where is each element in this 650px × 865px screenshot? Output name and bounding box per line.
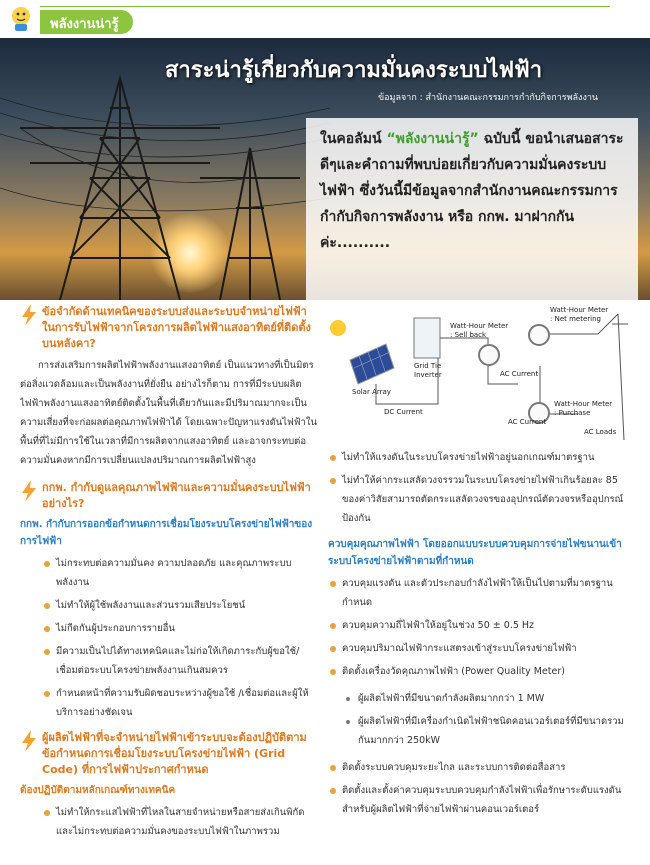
right-list-3	[328, 758, 636, 819]
label-inverter: Grid Tie Inverter	[414, 362, 442, 379]
list-item: ติดตั้งเครื่องวัดคุณภาพไฟฟ้า (Power Quality Meter)	[328, 662, 636, 681]
lightning-bolt-icon	[20, 304, 38, 326]
list-item: ไม่ทำให้แรงดันในระบบโครงข่ายไฟฟ้าอยู่นอกเกณฑ์มาตรฐาน	[328, 448, 636, 467]
answer-3-subheading: ต้องปฏิบัติตามหลักเกณฑ์ทางเทคนิค	[20, 785, 176, 796]
answer-1-paragraph: การส่งเสริมการผลิตไฟฟ้าพลังงานแสงอาทิตย์ เป็นแนวทางที่เป็นมิตรต่อสิ่งแวดล้อมและเป็นพลังงานที่ยั่งยืน อย่างไรก็ตาม การที่มีระบบผลิตไฟฟ้าพลังงานแสงอาทิตย์ติดตั้งในพื้นที่เดียวกันและมีปริมาณมากจะเป็นความเสี่ยงที่จะก่อผลต่อคุณภาพไฟฟ้าได้ โดยเฉพาะปัญหาแรงดันไฟฟ้าในพื้นที่ที่ไม่มีการใช้ในเวลาที่มีการผลิตจากแสงอาทิตย์ และอาจกระทบต่อความมั่นคงหากมีการเปลี่ยนแปลงปริมาณการผลิตไฟฟ้าสูง	[20, 360, 317, 466]
sub-list-item: ผู้ผลิตไฟฟ้าที่มีเครื่องกำเนิดไฟฟ้าชนิดคอนเวอร์เตอร์ที่มีขนาดรวมกันมากกว่า 250kW	[328, 712, 636, 750]
answer-3-list	[20, 803, 318, 841]
list-item: ไม่ทำให้ผู้ใช้พลังงานและส่วนรวมเสียประโยชน์	[42, 596, 318, 615]
list-item: ควบคุมความถี่ไฟฟ้าให้อยู่ในช่วง 50 ± 0.5 Hz	[328, 616, 636, 635]
lightning-bolt-icon	[20, 730, 38, 752]
list-item: ควบคุมปริมาณไฟฟ้ากระแสตรงเข้าสู่ระบบโครงข่ายไฟฟ้า	[328, 639, 636, 658]
label-meter-netmetering: Watt-Hour Meter : Net metering	[550, 306, 609, 323]
label-ac-current-2: AC Current	[508, 418, 547, 426]
label-solar-array: Solar Array	[352, 388, 391, 396]
right-sublist	[328, 689, 636, 750]
left-column	[20, 304, 318, 859]
lightning-bolt-icon	[20, 480, 38, 502]
header-rule	[40, 6, 610, 7]
solar-panel-icon	[350, 344, 394, 384]
section-tag: พลังงานน่ารู้	[40, 10, 133, 34]
list-item: ติดตั้งระบบควบคุมระยะไกล และระบบการติดต่อสื่อสาร	[328, 758, 636, 777]
list-item: ติดตั้งและตั้งค่าควบคุมระบบควบคุมกำลังไฟฟ้าเพื่อรักษาระดับแรงดัน สำหรับผู้ผลิตไฟฟ้าที่จ่ายไฟฟ้าผ่านคอนเวอร์เตอร์	[328, 781, 636, 819]
inverter-icon	[414, 318, 440, 358]
question-3	[20, 730, 318, 778]
label-meter-sellback: Watt-Hour Meter : Sell back	[450, 322, 509, 339]
question-1-heading: ข้อจำกัดด้านเทคนิคของระบบส่งและระบบจำหน่ายไฟฟ้าในการรับไฟฟ้าจากโครงการผลิตไฟฟ้าแสงอาทิตย์ที่ติดตั้งบนหลังคา?	[42, 305, 311, 350]
source-credit: ข้อมูลจาก : สำนักงานคณะกรรมการกำกับกิจการพลังงาน	[378, 93, 599, 103]
list-item: กำหนดหน้าที่ความรับผิดชอบระหว่างผู้ขอใช้ /เชื่อมต่อและผู้ให้บริการอย่างชัดเจน	[42, 684, 318, 722]
list-item: ควบคุมแรงดัน และตัวประกอบกำลังไฟฟ้าให้เป็นไปตามที่มาตรฐานกำหนด	[328, 574, 636, 612]
meter-netmetering-icon	[528, 324, 550, 346]
list-item: ไม่กีดกันผู้ประกอบการรายอื่น	[42, 619, 318, 638]
question-2	[20, 480, 318, 512]
question-3-heading: ผู้ผลิตไฟฟ้าที่จะจำหน่ายไฟฟ้าเข้าระบบจะต้องปฏิบัติตามข้อกำหนดการเชื่อมโยงระบบโครงข่ายไฟฟ้า (Grid Code) ที่การไฟฟ้าประกาศกำหนด	[42, 731, 307, 776]
answer-2-subheading: กกพ. กำกับการออกข้อกำหนดการเชื่อมโยงระบบโครงข่ายไฟฟ้าของการไฟฟ้า	[20, 519, 313, 547]
sub-list-item: ผู้ผลิตไฟฟ้าที่มีขนาดกำลังผลิตมากกว่า 1 MW	[328, 689, 636, 708]
right-column	[328, 304, 636, 859]
list-item: มีความเป็นไปได้ทางเทคนิคและไม่ก่อให้เกิดภาระกับผู้ขอใช้/เชื่อมต่อระบบโครงข่ายพลังงานเกินสมควร	[42, 642, 318, 680]
label-meter-purchase: Watt-Hour Meter : Purchase	[554, 400, 613, 417]
list-item: ไม่ทำให้ค่ากระแสลัดวงจรรวมในระบบโครงข่ายไฟฟ้าเกินร้อยละ 85 ของค่าวิสัยสามารถตัดกระแสลัดวงจรของอุปกรณ์ตัดวงจรหรืออุปกรณ์ป้องกัน	[328, 471, 636, 528]
right-list-2	[328, 574, 636, 681]
intro-box	[306, 118, 638, 300]
label-dc-current: DC Current	[384, 408, 423, 416]
intro-text-start: ในคอลัมน์	[320, 131, 387, 147]
mascot-icon	[6, 4, 36, 32]
right-list-1	[328, 448, 636, 528]
intro-text-end: ฉบับนี้ ขอนำเสนอสาระดีๆและคำถามที่พบบ่อยเกี่ยวกับความมั่นคงระบบไฟฟ้า ซึ่งวันนี้มีข้อมูลจากสำนักงานคณะกรรมการกำกับกิจการพลังงาน หรือ กกพ. มาฝากกันค่ะ..........	[320, 131, 624, 251]
list-item: ไม่ทำให้กระแสไฟฟ้าที่ไหลในสายจำหน่ายหรือสายส่งเกินพิกัดและไม่กระทบต่อความมั่นคงของระบบไฟฟ้าในภาพรวม	[42, 803, 318, 841]
hero-banner	[0, 38, 650, 300]
intro-highlight: “พลังงานน่ารู้”	[386, 131, 479, 147]
meter-sellback-icon	[478, 344, 500, 366]
solar-grid-diagram	[328, 304, 636, 440]
answer-2-list	[20, 554, 318, 722]
section-header	[0, 0, 650, 36]
power-quality-subheading: ควบคุมคุณภาพไฟฟ้า โดยออกแบบระบบควบคุมการจ่ายไฟขนานเข้าระบบโครงข่ายไฟฟ้าตามที่กำหนด	[328, 539, 622, 567]
question-2-heading: กกพ. กำกับดูแลคุณภาพไฟฟ้าและความมั่นคงระบบไฟฟ้าอย่างไร?	[42, 481, 311, 510]
label-ac-loads: AC Loads	[584, 428, 617, 436]
list-item: ไม่กระทบต่อความมั่นคง ความปลอดภัย และคุณภาพระบบพลังงาน	[42, 554, 318, 592]
page-title: สาระน่ารู้เกี่ยวกับความมั่นคงระบบไฟฟ้า	[165, 58, 543, 83]
question-1	[20, 304, 318, 352]
label-ac-current-1: AC Current	[500, 370, 539, 378]
sun-icon	[330, 320, 346, 336]
